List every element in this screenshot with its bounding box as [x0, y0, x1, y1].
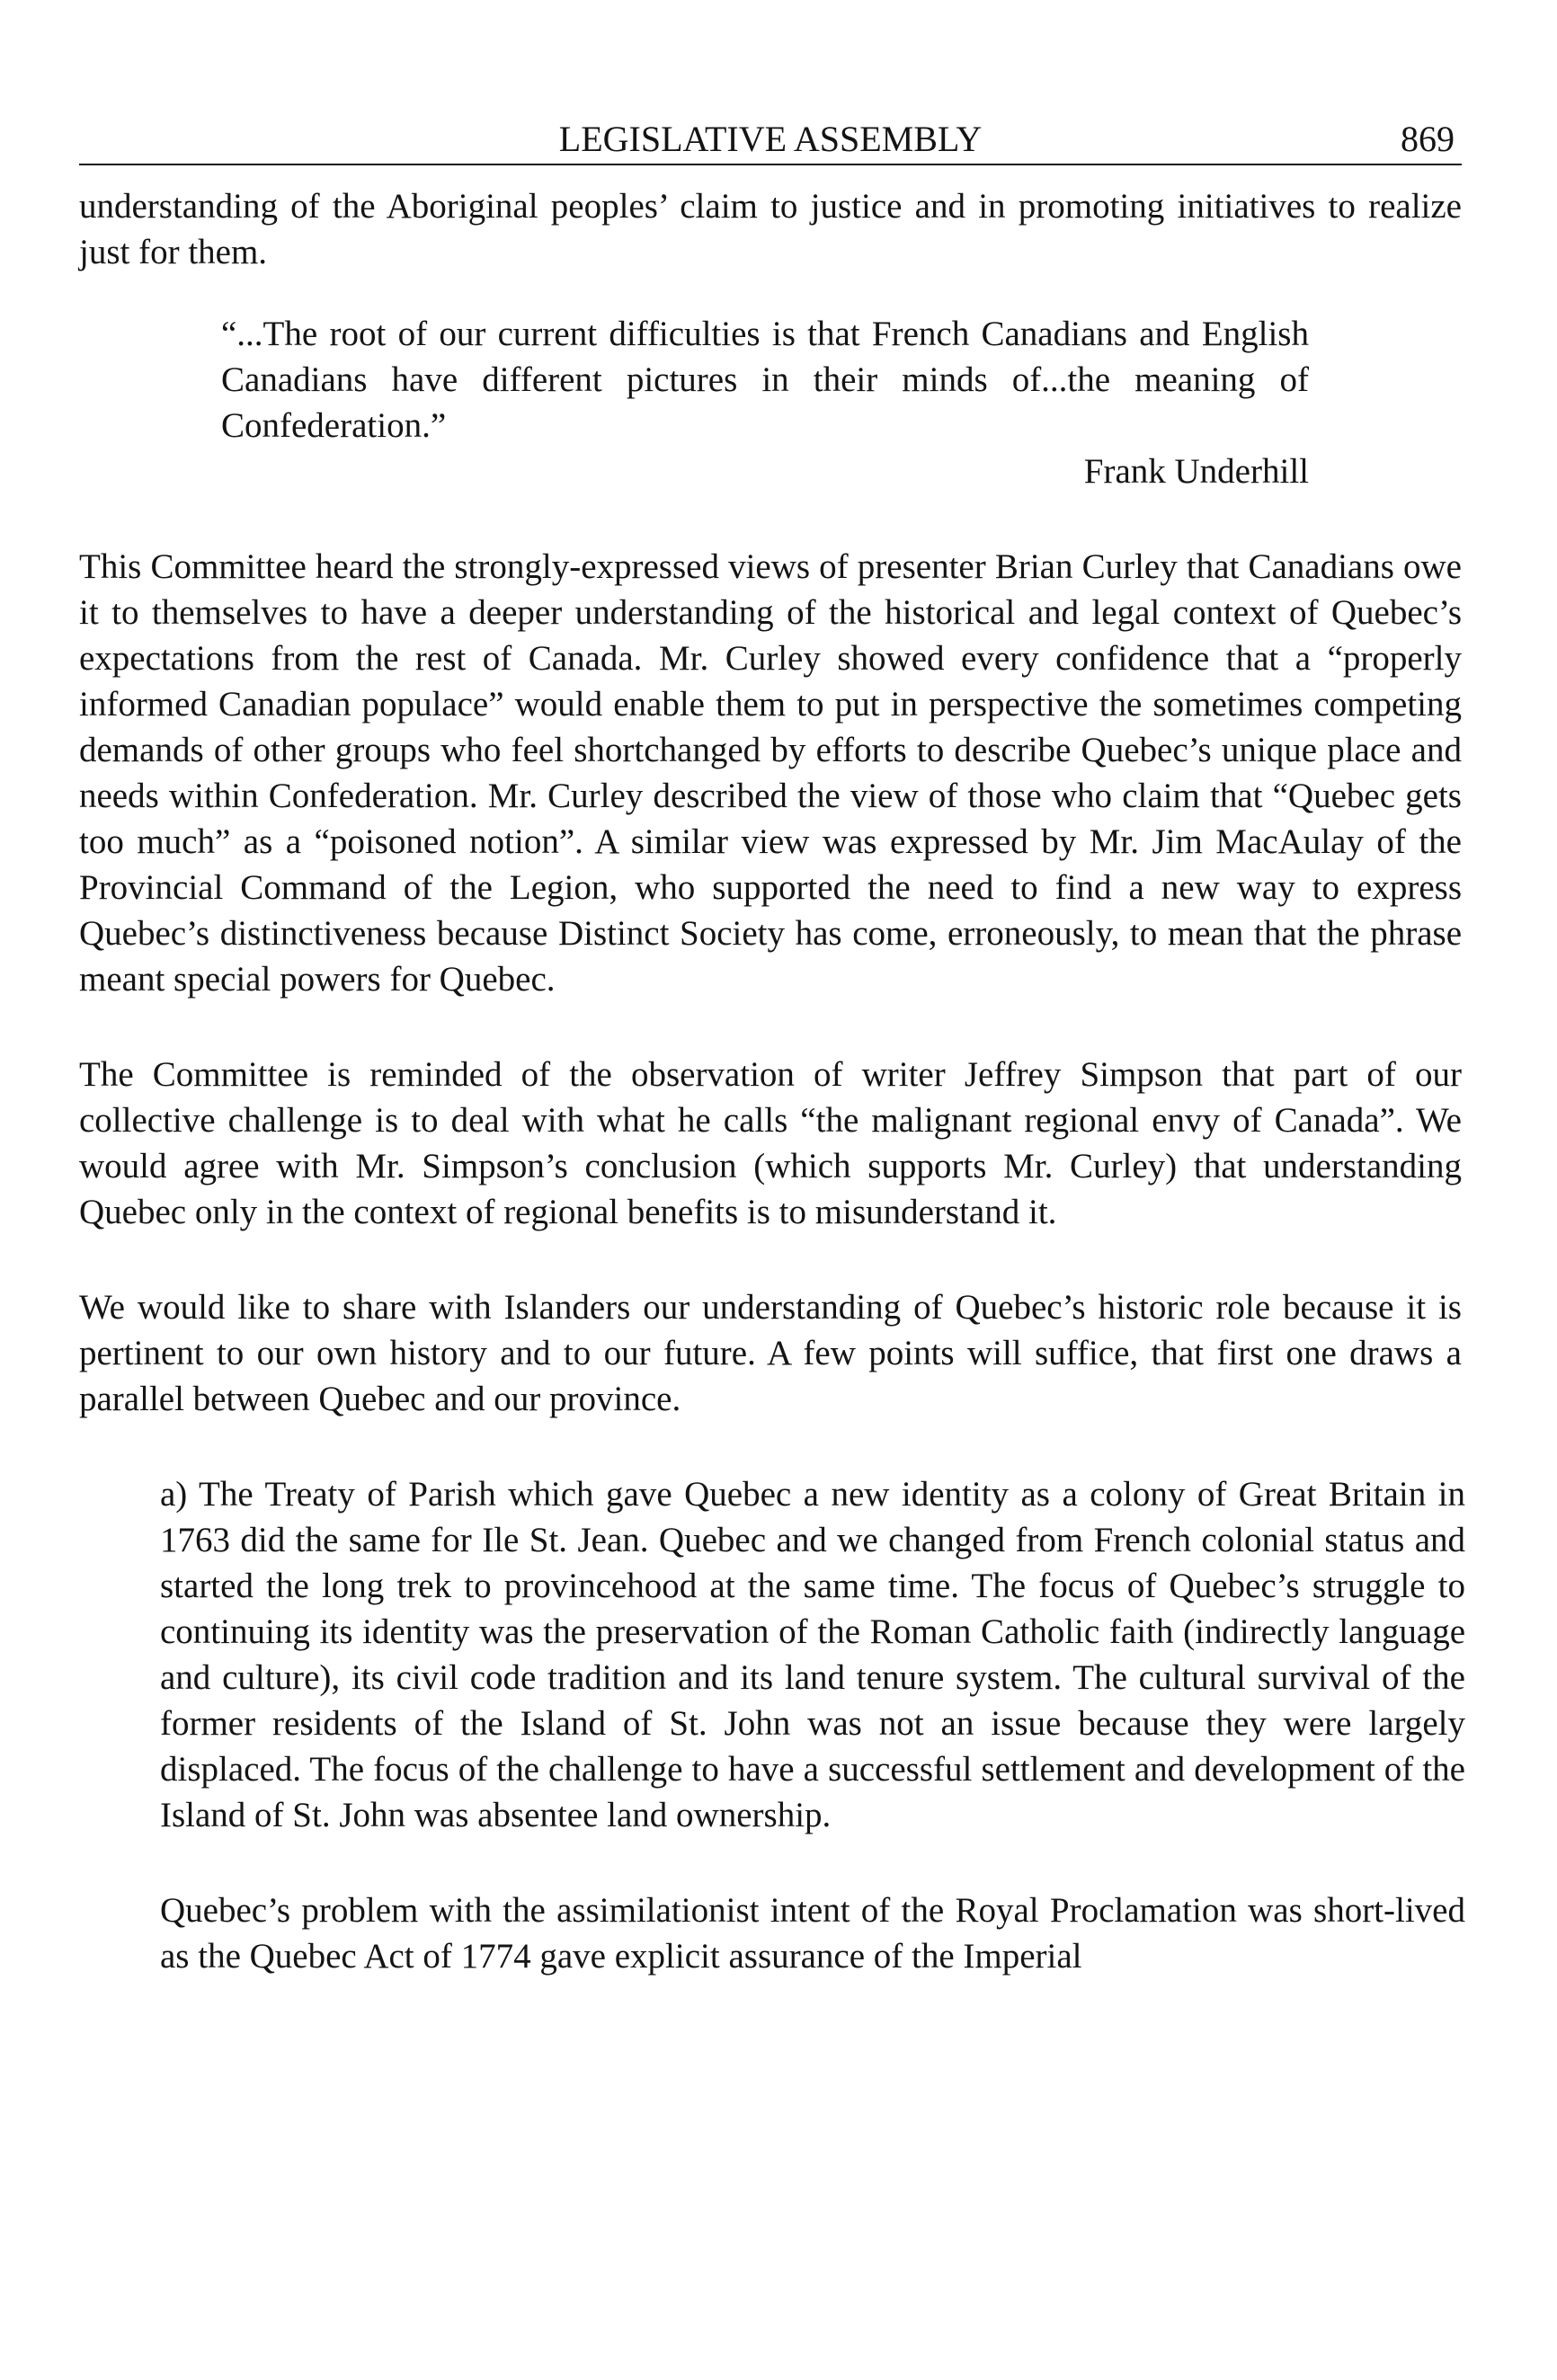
page-number: 869: [1401, 119, 1455, 159]
quote-attribution: Frank Underhill: [1083, 452, 1309, 491]
paragraph-curley: This Committee heard the strongly-expressed views of presenter Brian Curley that Canadians owe it to themselves to have a deeper understanding of the historical and legal context of Quebec’s expectations from the rest of Canada. Mr. Curley showed every confidence that a “properly informed Canadian populace” would enable them to put in perspective the sometimes competing demands of other groups who feel shortchanged by efforts to describe Quebec’s unique place and needs within Confederation. Mr. Curley described the view of those who claim that “Quebec gets too much” as a “poisoned notion”. A similar view was expressed by Mr. Jim MacAulay of the Provincial Command of the Legion, who supported the need to find a new way to express Quebec’s distinctiveness because Distinct Society has come, erroneously, to mean that the phrase meant special powers for Quebec.: [79, 547, 1462, 999]
quote-text: “...The root of our current difficulties is that French Canadians and English Canadians have different pictures in their minds of...the meaning of Confederation.”: [221, 315, 1309, 445]
paragraph-quebec-act: Quebec’s problem with the assimilationist intent of the Royal Proclamation was short-lived as the Quebec Act of 1774 gave explicit assurance of the Imperial: [160, 1891, 1465, 1976]
paragraph-historic-role: We would like to share with Islanders our understanding of Quebec’s historic role because it is pertinent to our own history and to our future. A few points will suffice, that first one draws a parallel between Quebec and our province.: [79, 1288, 1462, 1418]
paragraph-intro: understanding of the Aboriginal peoples’ claim to justice and in promoting initiatives to realize just for them.: [79, 187, 1462, 271]
page-header: [79, 119, 1462, 165]
indented-section: [160, 1471, 1465, 1979]
paragraph-treaty: a) The Treaty of Parish which gave Quebec a new identity as a colony of Great Britain in 1763 did the same for Ile St. Jean. Quebec and we changed from French colonial status and started the long trek to provincehood at the same time. The focus of Quebec’s struggle to continuing its identity was the preservation of the Roman Catholic faith (indirectly language and culture), its civil code tradition and its land tenure system. The cultural survival of the former residents of the Island of St. John was not an issue because they were largely displaced. The focus of the challenge to have a successful settlement and development of the Island of St. John was absentee land ownership.: [160, 1475, 1465, 1834]
block-quote: [221, 311, 1309, 494]
running-header-title: LEGISLATIVE ASSEMBLY: [558, 119, 983, 159]
paragraph-simpson: The Committee is reminded of the observation of writer Jeffrey Simpson that part of our collective challenge is to deal with what he calls “the malignant regional envy of Canada”. We would agree with Mr. Simpson’s conclusion (which supports Mr. Curley) that understanding Quebec only in the context of regional benefits is to misunderstand it.: [79, 1055, 1462, 1231]
document-page: [79, 119, 1465, 1979]
